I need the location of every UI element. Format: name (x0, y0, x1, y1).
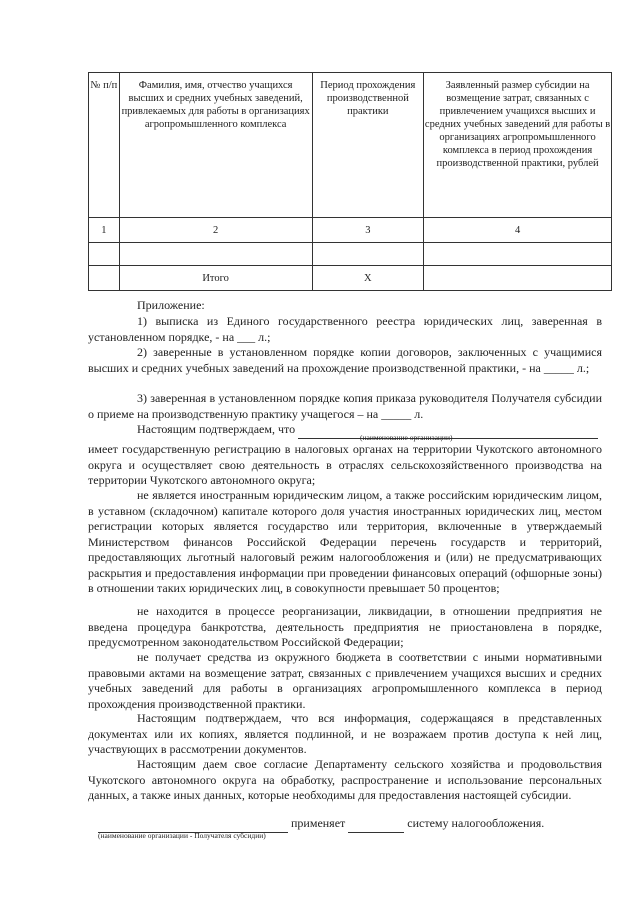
total-mark: Х (312, 266, 424, 291)
tax-applies: применяет (291, 816, 346, 830)
confirm-not-foreign: не является иностранным юридическим лицом, а также российским юридическим лицом, в уставном (складочном) капитале которого доля участия иностранных юридических лиц, местом регистрации которых является государство или территория, включенные в утверждаемый Министерством финансов Российской Федерации перечень государств и территорий, предоставляющих льготный налоговый режим налогообложения и (или) не предусматривающих раскрытия и предоставления информации при проведении финансовых операций (офшорные зоны) в отношении таких юридических лиц, в совокупности превышает 50 процентов; (88, 488, 602, 595)
table-cell (424, 266, 612, 291)
table-row (89, 243, 612, 266)
table-cell (424, 243, 612, 266)
table-total-row (89, 266, 612, 291)
consent-personal-data: Настоящим даем свое согласие Департаменту сельского хозяйства и продовольствия Чукотского автономного округа на обработку, распространение и использование персональных данных, а также иных данных, которые необходимы для предоставления настоящей субсидии. (88, 757, 602, 802)
header-number: № п/п (89, 73, 120, 218)
header-subsidy-amount: Заявленный размер субсидии на возмещение затрат, связанных с привлечением учащихся высших и средних учебных заведений для работы в организациях агропромышленного комплекса в период прохождения производственной практики, рублей (424, 73, 612, 218)
confirm-lead: Настоящим подтверждаем, что (137, 422, 296, 436)
confirm-info-authentic: Настоящим подтверждаем, что вся информация, содержащаяся в представленных документах или их копиях, является подлинной, и не возражаем против доступа к ней лиц, участвующих в рассмотрении документов. (88, 711, 602, 756)
table-header-row (89, 73, 612, 218)
org-name-caption: (наименование организации) (360, 433, 453, 442)
tax-system-blank (348, 816, 404, 833)
org-recipient-caption: (наименование организации - Получателя субсидии) (98, 831, 266, 840)
table-cell (89, 266, 120, 291)
confirm-no-budget-funds: не получает средства из окружного бюджета в соответствии с иными нормативными правовыми актами на возмещение затрат, связанных с привлечением учащихся высших и средних учебных заведений для работы в организациях агропромышленного комплекса в период прохождения производственной практики. (88, 650, 602, 711)
col-number-2: 2 (119, 218, 312, 243)
header-period: Период прохождения производственной практики (312, 73, 424, 218)
appendix-item-1: 1) выписка из Единого государственного реестра юридических лиц, заверенная в установленном порядке, - на ___ л.; (88, 314, 602, 344)
col-number-3: 3 (312, 218, 424, 243)
appendix-item-2: 2) заверенные в установленном порядке копии договоров, заключенных с учащимися высших и средних учебных заведений на прохождение производственной практики, - на _____ л.; (88, 345, 602, 375)
appendix-item-3: 3) заверенная в установленном порядке копия приказа руководителя Получателя субсидии о приеме на производственную практику учащегося – на _____ л. (88, 391, 602, 421)
appendix-title: Приложение: (137, 298, 205, 312)
table-cell (312, 243, 424, 266)
subsidy-table (88, 72, 612, 291)
tax-system-text: систему налогообложения. (407, 816, 545, 830)
total-label: Итого (119, 266, 312, 291)
col-number-4: 4 (424, 218, 612, 243)
col-number-1: 1 (89, 218, 120, 243)
confirm-registration: имеет государственную регистрацию в налоговых органах на территории Чукотского автономного округа и осуществляет свою деятельность в отраслях сельскохозяйственного производства на территории Чукотского автономного округа; (88, 442, 602, 487)
table-cell (89, 243, 120, 266)
table-numbering-row (89, 218, 612, 243)
confirm-not-reorganizing: не находится в процессе реорганизации, ликвидации, в отношении предприятия не введена процедура банкротства, деятельность предприятия не приостановлена в порядке, предусмотренном законодательством Российской Федерации; (88, 604, 602, 649)
header-student-name: Фамилия, имя, отчество учащихся высших и средних учебных заведений, привлекаемых для работы в организациях агропромышленного комплекса (119, 73, 312, 218)
table-cell (119, 243, 312, 266)
